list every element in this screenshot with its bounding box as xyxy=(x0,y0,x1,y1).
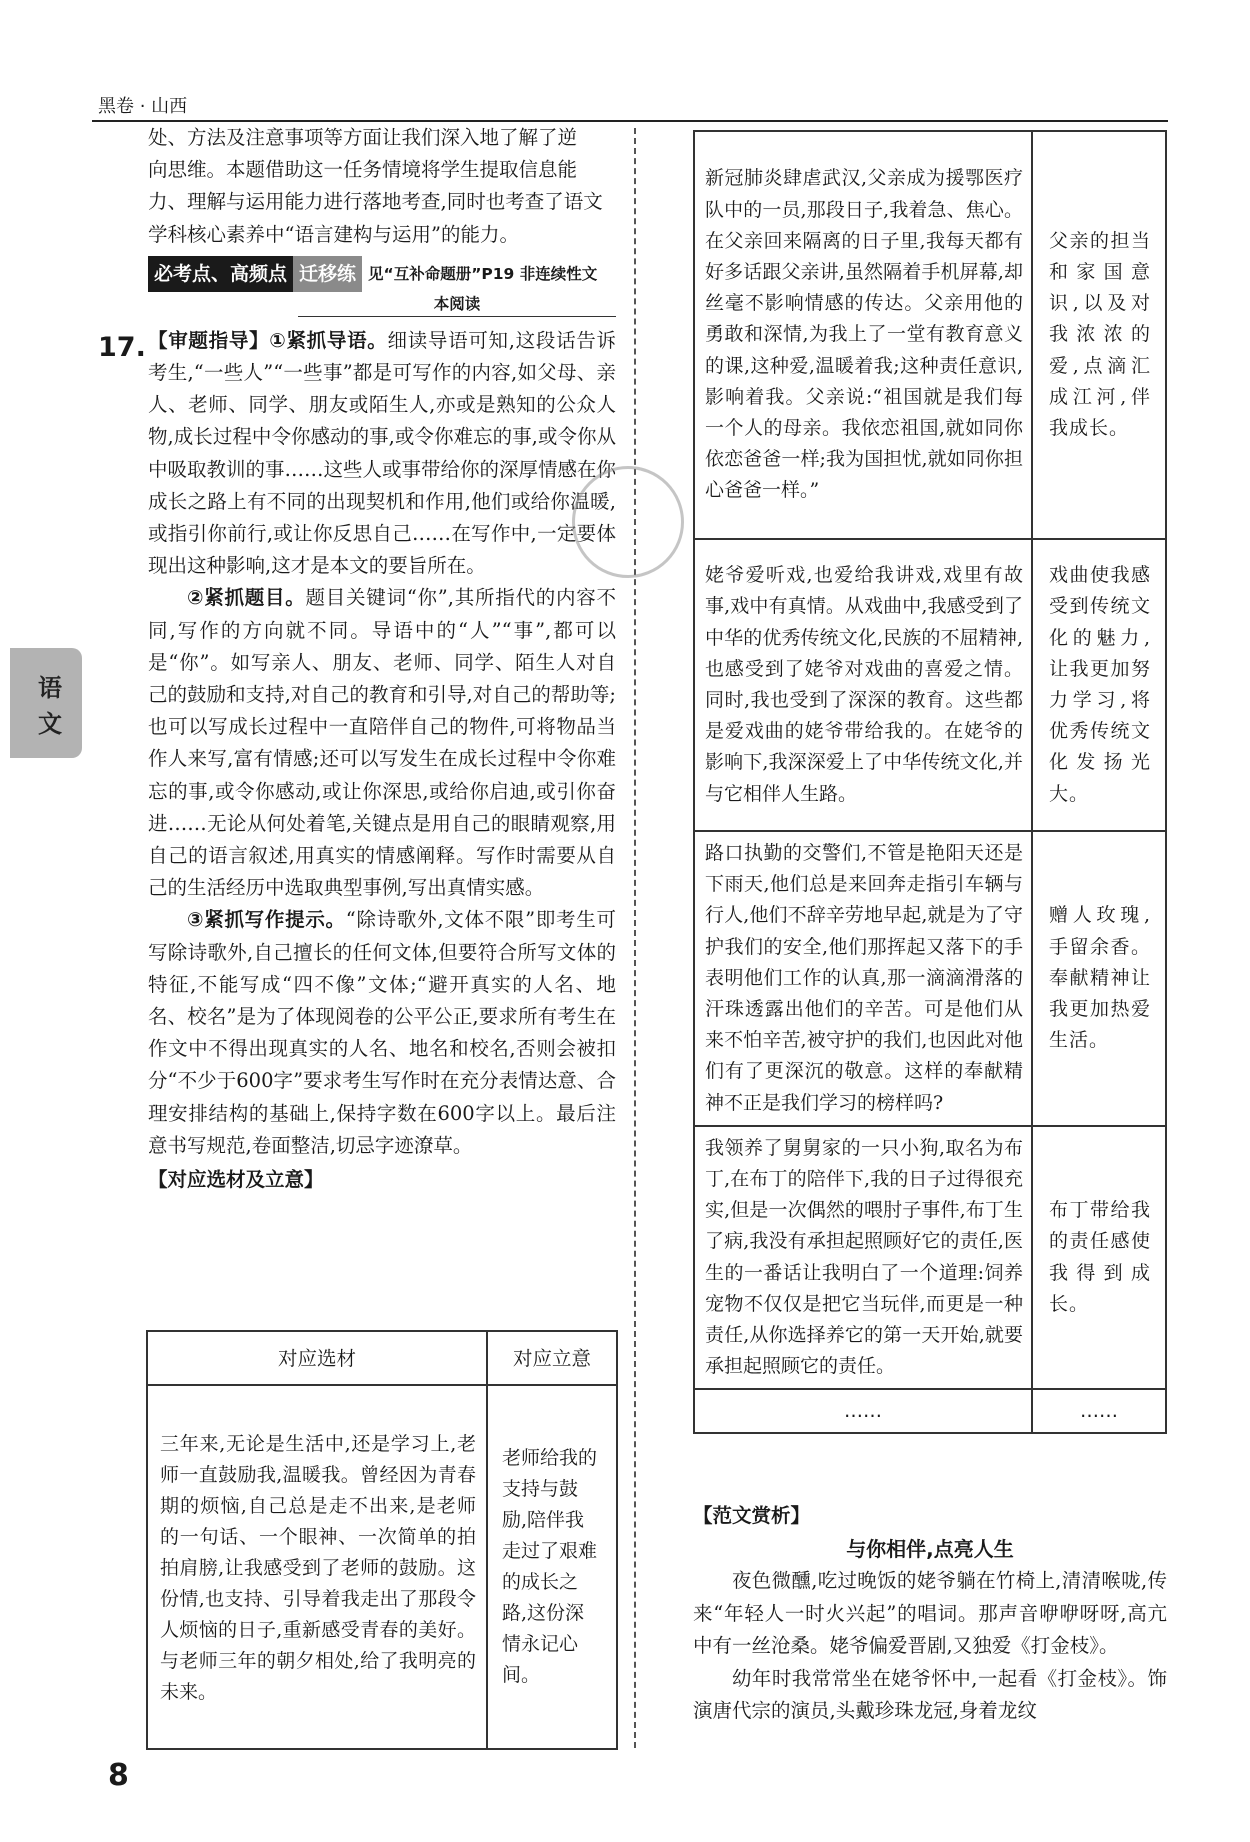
purpose-cell: 赠人玫瑰,手留余香。奉献精神让我更加热爱生活。 xyxy=(1032,831,1166,1126)
intro-line: 向思维。本题借助这一任务情境将学生提取信息能 xyxy=(148,158,578,182)
guide-paragraph-2 xyxy=(148,582,616,904)
table-row xyxy=(694,539,1166,831)
essay-paragraph: 夜色微醺,吃过晚饭的姥爷躺在竹椅上,清清喉咙,传来“年轻人一时火兴起”的唱词。那声音咿咿呀呀,高亢中有一丝沧桑。姥爷偏爱晋剧,又独爱《打金枝》。 xyxy=(693,1569,1167,1657)
material-cell: 新冠肺炎肆虐武汉,父亲成为援鄂医疗队中的一员,那段日子,我着急、焦心。在父亲回来隔离的日子里,我每天都有好多话跟父亲讲,虽然隔着手机屏幕,却丝毫不影响情感的传达。父亲用他的勇敢和深情,为我上了一堂有教育意义的课,这种爱,温暖着我;这种责任意识,影响着我。父亲说:“祖国就是我们每一个人的母亲。我依恋祖国,就如同你依恋爸爸一样;我为国担忧,就如同你担心爸爸一样。” xyxy=(694,131,1032,539)
intro-line: 处、方法及注意事项等方面让我们深入地了解了逆 xyxy=(148,126,578,149)
table-row xyxy=(694,131,1166,539)
guide-heading-2: ②紧抓题目。 xyxy=(187,586,306,610)
guide-text-2: 题目关键词“你”,其所指代的内容不同,写作的方向就不同。导语中的“人”“事”,都可以是“你”。如写亲人、朋友、老师、同学、陌生人对自己的鼓励和支持,对自己的教育和引导,对自己的帮助等;也可以写成长过程中一直陪伴自己的物件,可将物品当作人来写,富有情感;还可以写发生在成长过程中令你难忘的事,或令你感动,或让你深思,或给你启迪,或引你奋进……无论从何处着笔,关键点是用自己的眼睛观察,用自己的语言叙述,用真实的情感阐释。写作时需要从自己的生活经历中选取典型事例,写出真情实感。 xyxy=(148,586,617,900)
guide-heading-1: 【审题指导】①紧抓导语。 xyxy=(148,328,388,352)
watermark-stamp xyxy=(572,466,684,578)
intro-line: 力、理解与运用能力进行落地考查,同时也考查了语文 xyxy=(148,190,603,214)
purpose-cell: 老师给我的支持与鼓励,陪伴我走过了艰难的成长之路,这份深情永记心间。 xyxy=(487,1385,617,1749)
table-row xyxy=(147,1385,617,1749)
material-table-right xyxy=(693,130,1167,1434)
table-row xyxy=(694,1126,1166,1390)
question-number: 17. xyxy=(98,332,146,363)
model-essay xyxy=(693,1500,1167,1728)
subject-tab-char: 语 xyxy=(38,674,62,702)
practice-banner xyxy=(148,257,616,291)
table-row xyxy=(694,1389,1166,1433)
table-row xyxy=(694,831,1166,1126)
material-cell: 路口执勤的交警们,不管是艳阳天还是下雨天,他们总是来回奔走指引车辆与行人,他们不辞辛劳地早起,就是为了守护我们的安全,他们那挥起又落下的手表明他们工作的认真,那一滴滴滑落的汗珠透露出他们的辛苦。可是他们从来不怕辛苦,被守护的我们,也因此对他们有了更深沉的敬意。这样的奉献精神不正是我们学习的榜样吗? xyxy=(694,831,1032,1126)
guide-paragraph-1 xyxy=(148,325,616,583)
section-label: 【对应选材及立意】 xyxy=(148,1168,324,1192)
essay-paragraph: 幼年时我常常坐在姥爷怀中,一起看《打金枝》。饰演唐代宗的演员,头戴珍珠龙冠,身着龙纹 xyxy=(693,1666,1167,1722)
subject-tab-char: 文 xyxy=(38,710,62,738)
table-header-material: 对应选材 xyxy=(147,1331,487,1385)
column-divider xyxy=(634,128,636,1748)
ellipsis-cell: …… xyxy=(694,1389,1032,1433)
intro-line: 学科核心素养中“语言建构与运用”的能力。 xyxy=(148,222,519,246)
table-header-row xyxy=(147,1331,617,1385)
banner-note-continued: 本阅读 xyxy=(298,291,616,317)
material-cell: 我领养了舅舅家的一只小狗,取名为布丁,在布丁的陪伴下,我的日子过得很充实,但是一次偶然的喂肘子事件,布丁生了病,我没有承担起照顾好它的责任,医生的一番话让我明白了一个道理:饲养宠物不仅仅是把它当玩伴,而更是一种责任,从你选择养它的第一天开始,就要承担起照顾它的责任。 xyxy=(694,1126,1032,1390)
table-header-purpose: 对应立意 xyxy=(487,1331,617,1385)
essay-label: 【范文赏析】 xyxy=(693,1504,811,1527)
material-cell: 三年来,无论是生活中,还是学习上,老师一直鼓励我,温暖我。曾经因为青春期的烦恼,自己总是走不出来,是老师的一句话、一个眼神、一次简单的拍拍肩膀,让我感受到了老师的鼓励。这份情,也支持、引导着我走出了那段令人烦恼的日子,重新感受青春的美好。与老师三年的朝夕相处,给了我明亮的未来。 xyxy=(147,1385,487,1749)
banner-note: 见“互补命题册”P19 非连续性文 xyxy=(368,264,598,283)
purpose-cell: 父亲的担当和家国意识,以及对我浓浓的爱,点滴汇成江河,伴我成长。 xyxy=(1032,131,1166,539)
ellipsis-cell: …… xyxy=(1032,1389,1166,1433)
guide-text-1: 细读导语可知,这段话告诉考生,“一些人”“一些事”都是可写作的内容,如父母、亲人、老师、同学、朋友或陌生人,亦或是熟知的公众人物,成长过程中令你感动的事,或令你难忘的事,或令你从中吸取教训的事……这些人或事带给你的深厚情感在你成长之路上有不同的出现契机和作用,他们或给你温暖,或指引你前行,或让你反思自己……在写作中,一定要体现出这种影响,这才是本文的要旨所在。 xyxy=(148,328,617,578)
essay-title: 与你相伴,点亮人生 xyxy=(846,1536,1014,1561)
material-cell: 姥爷爱听戏,也爱给我讲戏,戏里有故事,戏中有真情。从戏曲中,我感受到了中华的优秀传统文化,民族的不屈精神,也感受到了姥爷对戏曲的喜爱之情。同时,我也受到了深深的教育。这些都是爱戏曲的姥爷带给我的。在姥爷的影响下,我深深爱上了中华传统文化,并与它相伴人生路。 xyxy=(694,539,1032,831)
guide-paragraph-3 xyxy=(148,904,616,1162)
guide-heading-3: ③紧抓写作提示。 xyxy=(187,908,346,932)
running-header: 黑卷 · 山西 xyxy=(98,96,188,117)
material-table-left xyxy=(146,1330,618,1750)
left-column xyxy=(148,122,616,1196)
page-number: 8 xyxy=(108,1758,129,1793)
subject-tab xyxy=(10,648,82,758)
banner-label-1: 必考点、高频点 xyxy=(148,256,293,292)
guide-text-3: “除诗歌外,文体不限”即考生可写除诗歌外,自己擅长的任何文体,但要符合所写文体的特征,不能写成“四不像”文体;“避开真实的人名、地名、校名”是为了体现阅卷的公平公正,要求所有考生在作文中不得出现真实的人名、地名和校名,否则会被扣分“不少于600字”要求考生写作时在充分表情达意、合理安排结构的基础上,保持字数在600字以上。最后注意书写规范,卷面整洁,切忌字迹潦草。 xyxy=(148,908,617,1157)
purpose-cell: 布丁带给我的责任感使我得到成长。 xyxy=(1032,1126,1166,1390)
banner-label-2: 迁移练 xyxy=(293,256,362,292)
purpose-cell: 戏曲使我感受到传统文化的魅力,让我更加努力学习,将优秀传统文化发扬光大。 xyxy=(1032,539,1166,831)
